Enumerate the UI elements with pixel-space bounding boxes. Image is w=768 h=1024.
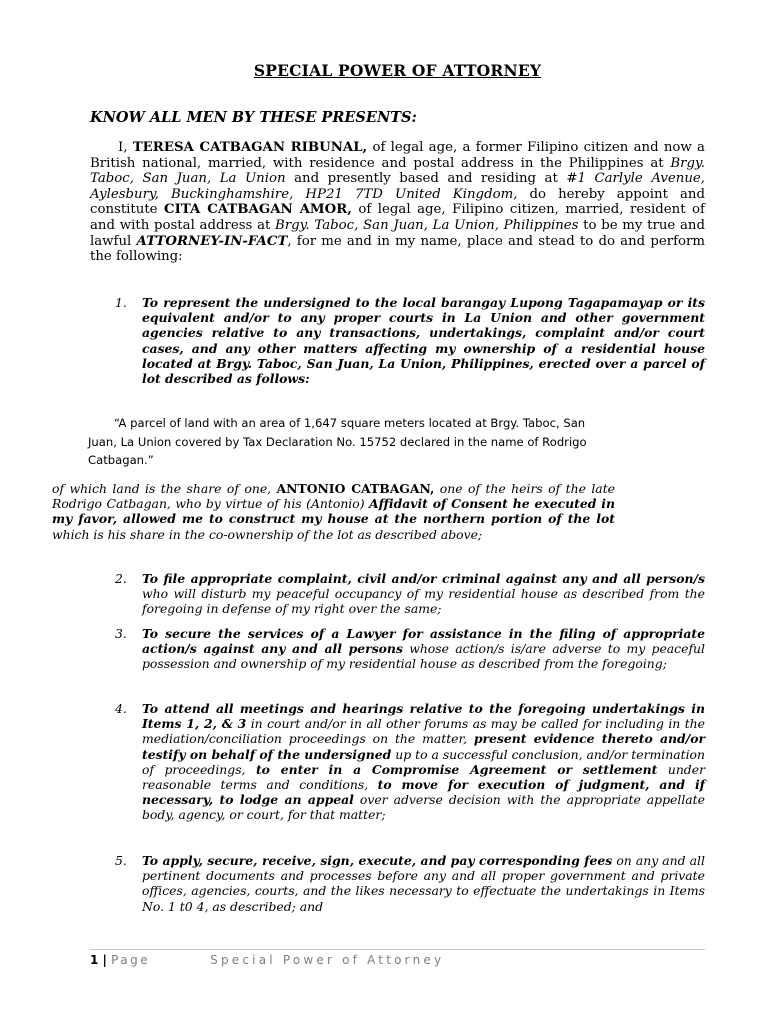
item-bold-text: To attend all meetings and hearings relative to the foregoing undertakings in Items 1, 2, & 3: [142, 701, 705, 732]
attorney-name: CITA CATBAGAN AMOR,: [164, 202, 352, 218]
item-bold-text: to move for execution of judgment, and if necessary, to lodge an appeal: [142, 777, 705, 808]
item-text: whose action/s is/are adverse to my peaceful possession and ownership of my residential house as described from the foregoing;: [142, 641, 705, 672]
item-text: who will disturb my peaceful occupancy of my residential house as described from the foregoing in defense of my right over the same;: [142, 586, 705, 617]
attorney-address: Brgy. Taboc, San Juan, La Union, Philippines: [275, 217, 579, 233]
intro-text: , for me and in my name, place and stead to do and perform the following:: [90, 233, 705, 265]
continuation-text: which is his share in the co-ownership of the lot as described above;: [52, 526, 483, 542]
item-1-continuation: [52, 481, 615, 542]
list-item: [115, 571, 705, 617]
item-bold-text: To apply, secure, receive, sign, execute, and pay corresponding fees: [142, 853, 613, 868]
list-item: [115, 701, 705, 823]
item-bold-text: To represent the undersigned to the local barangay Lupong Tagapamayap or its equivalent and/or to any proper courts in La Union and other government agencies relative to any transactions, undertakings, complaint and/or court cases, and any other matters affecting my ownership of a residential house located at Brgy. Taboc, San Juan, La Union, Philippines, erected over a parcel of lot described as follows:: [142, 295, 705, 387]
item-bold-text: present evidence thereto and/or testify on behalf of the undersigned: [142, 731, 705, 762]
list-item: [115, 853, 705, 914]
uk-address: #1 Carlyle Avenue, Aylesbury, Buckinghamshire, HP21 7TD United Kingdom,: [90, 171, 705, 202]
page-label: Page: [111, 953, 151, 967]
footer-divider: [90, 949, 705, 950]
item-text: under reasonable terms and conditions,: [142, 761, 705, 793]
item-text: on any and all pertinent documents and processes before any and all proper government and private offices, agencies, courts, and the likes necessary to effectuate the undertakings in Items No. 1 t0 4, as described; and: [142, 853, 705, 914]
affidavit-text: Affidavit of Consent he executed in my favor, allowed me to construct my house at the northern portion of the lot: [52, 496, 615, 527]
footer-separator: |: [98, 953, 112, 967]
document-title: SPECIAL POWER OF ATTORNEY: [253, 61, 542, 80]
item-bold-text: To secure the services of a Lawyer for assistance in the filing of appropriate action/s against any and all persons: [142, 626, 705, 657]
principal-name: TERESA CATBAGAN RIBUNAL,: [132, 140, 368, 155]
intro-text: do hereby appoint and constitute: [90, 186, 705, 218]
item-text: over adverse decision with the appropriate appellate body, agency, or court, for that matter;: [142, 792, 705, 823]
opening-heading: KNOW ALL MEN BY THESE PRESENTS:: [90, 109, 417, 126]
intro-text: I,: [118, 140, 133, 155]
item-number: 2.: [115, 571, 127, 586]
intro-text: to be my true and lawful: [90, 217, 705, 249]
item-text: up to a successful conclusion, and/or termination of proceedings,: [142, 746, 705, 777]
list-item: [115, 295, 705, 386]
item-bold-text: to enter in a Compromise Agreement or settlement: [255, 761, 658, 777]
attorney-in-fact-label: ATTORNEY-IN-FACT: [136, 233, 288, 249]
list-item: [115, 626, 705, 672]
item-text: in court and/or in all other forums as may be called for including in the mediation/conciliation proceedings on the matter,: [142, 716, 705, 747]
heir-name: ANTONIO CATBAGAN,: [276, 481, 435, 496]
item-bold-text: To file appropriate complaint, civil and/or criminal against any and all person/s: [142, 571, 705, 586]
item-number: 3.: [115, 626, 127, 641]
intro-paragraph: [90, 140, 705, 265]
intro-text: of legal age, Filipino citizen, married, resident of and with postal address at: [90, 202, 705, 233]
item-number: 5.: [115, 853, 127, 868]
item-number: 4.: [115, 701, 127, 716]
philippine-address: Brgy. Taboc, San Juan, La Union: [90, 155, 705, 187]
item-number: 1.: [115, 295, 127, 310]
lot-description-quote: “A parcel of land with an area of 1,647 square meters located at Brgy. Taboc, San Juan, La Union covered by Tax Declaration No. 15752 declared in the name of Rodrigo Catbagan.”: [88, 416, 587, 467]
intro-text: and presently based and residing at: [285, 171, 567, 187]
continuation-text: of which land is the share of one,: [52, 481, 277, 496]
intro-text: of legal age, a former Filipino citizen and now a British national, married, with residence and postal address in the Philippines at: [90, 140, 705, 171]
footer-document-title: Special Power of Attorney: [210, 953, 445, 967]
page-footer: [90, 953, 444, 967]
page-number: 1: [90, 953, 99, 967]
continuation-text: one of the heirs of the late Rodrigo Catbagan, who by virtue of his (Antonio): [52, 481, 616, 512]
